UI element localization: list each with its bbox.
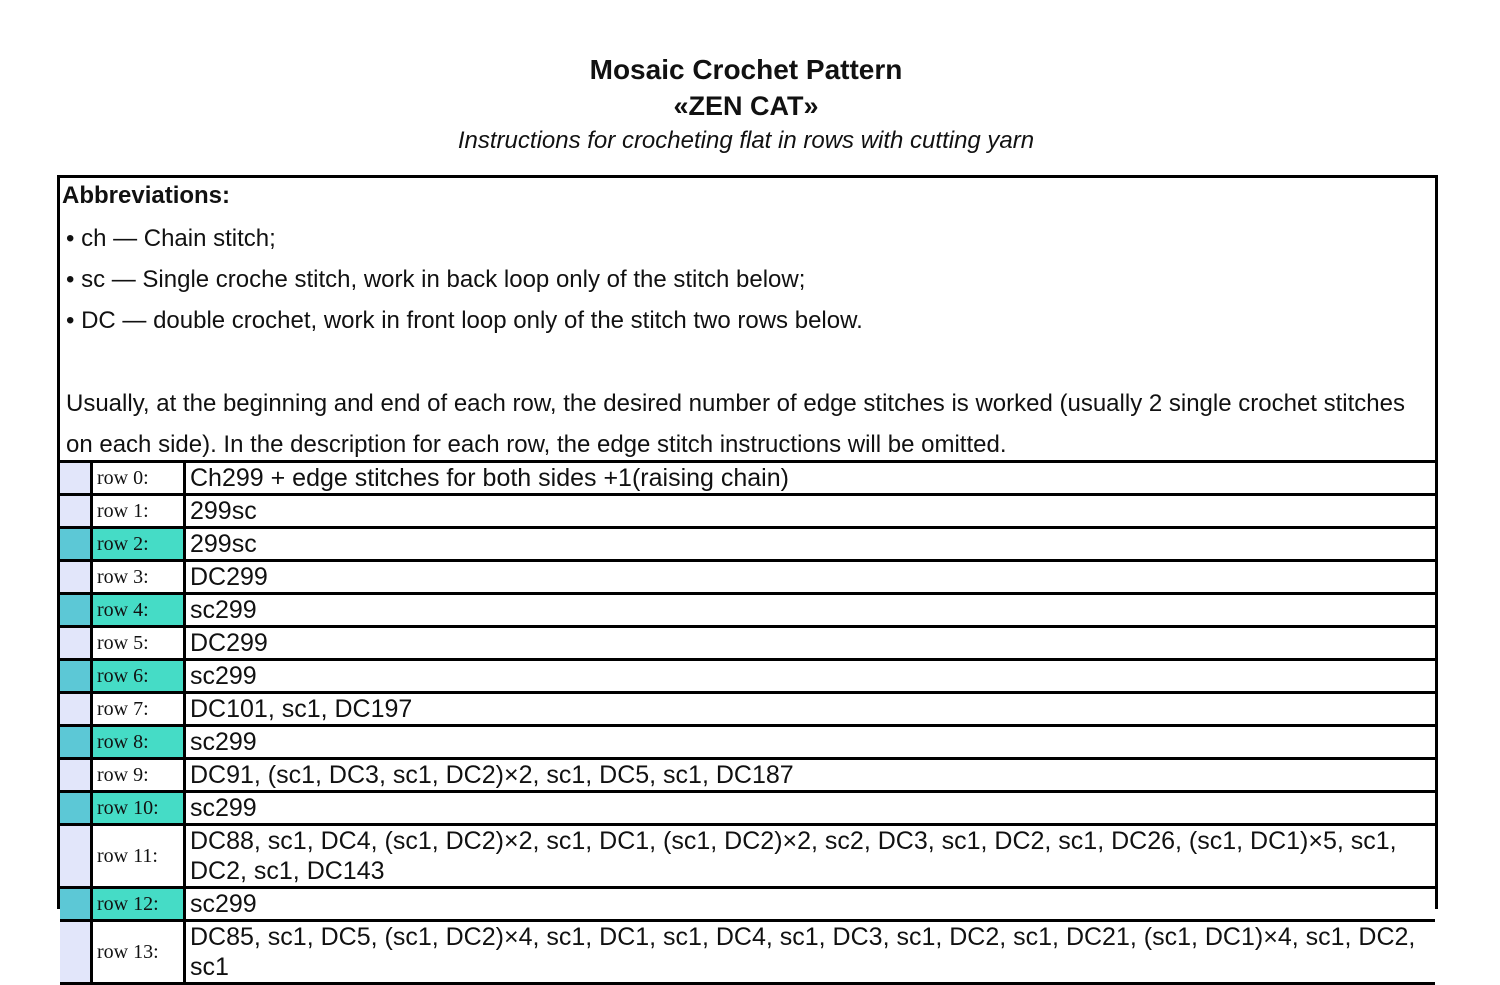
row-label: row 13: bbox=[92, 921, 185, 984]
abbreviations-heading: Abbreviations: bbox=[62, 182, 231, 209]
row-label: row 4: bbox=[92, 594, 185, 627]
row-instruction: sc299 bbox=[185, 726, 1436, 759]
row-color-swatch-fill bbox=[60, 464, 90, 492]
row-label: row 10: bbox=[92, 792, 185, 825]
row-color-swatch bbox=[60, 792, 92, 825]
row-label: row 5: bbox=[92, 627, 185, 660]
edge-stitch-note: Usually, at the beginning and end of each row, the desired number of edge stitches is worked (usually 2 single crochet stitches on each side). In the description for each row, the edge stitch instructions will be omitted. bbox=[66, 390, 1405, 458]
pattern-name: «ZEN CAT» bbox=[673, 91, 819, 121]
document-subtitle: Instructions for crocheting flat in rows with cutting yarn bbox=[457, 127, 1035, 154]
pattern-row bbox=[60, 792, 1435, 825]
abbreviations-section bbox=[60, 178, 1435, 463]
pattern-row bbox=[60, 759, 1435, 792]
row-label: row 6: bbox=[92, 660, 185, 693]
pattern-row bbox=[60, 594, 1435, 627]
row-label: row 0: bbox=[92, 463, 185, 495]
abbreviation-sc: • sc — Single croche stitch, work in back loop only of the stitch below; bbox=[66, 266, 806, 293]
row-color-swatch-fill bbox=[60, 629, 90, 657]
row-color-swatch bbox=[60, 495, 92, 528]
row-instruction: sc299 bbox=[185, 888, 1436, 921]
row-instruction: Ch299 + edge stitches for both sides +1(raising chain) bbox=[185, 463, 1436, 495]
row-color-swatch-fill bbox=[60, 596, 90, 624]
row-color-swatch-fill bbox=[60, 890, 90, 918]
row-instruction: DC101, sc1, DC197 bbox=[185, 693, 1436, 726]
pattern-row bbox=[60, 825, 1435, 888]
pattern-sheet bbox=[57, 175, 1438, 981]
row-instruction: DC85, sc1, DC5, (sc1, DC2)×4, sc1, DC1, sc1, DC4, sc1, DC3, sc1, DC2, sc1, DC21, (sc1, DC1)×4, sc1, DC2, sc1 bbox=[185, 921, 1436, 984]
row-color-swatch-fill bbox=[60, 497, 90, 525]
pattern-row bbox=[60, 463, 1435, 495]
row-color-swatch bbox=[60, 528, 92, 561]
row-label: row 12: bbox=[92, 888, 185, 921]
row-label: row 11: bbox=[92, 825, 185, 888]
row-color-swatch bbox=[60, 888, 92, 921]
row-instructions-table bbox=[60, 463, 1435, 985]
row-label: row 1: bbox=[92, 495, 185, 528]
row-color-swatch bbox=[60, 921, 92, 984]
row-instruction: 299sc bbox=[185, 495, 1436, 528]
row-color-swatch bbox=[60, 660, 92, 693]
row-color-swatch bbox=[60, 693, 92, 726]
row-color-swatch-fill bbox=[60, 842, 90, 870]
pattern-row bbox=[60, 726, 1435, 759]
row-instructions-body bbox=[60, 463, 1435, 984]
pattern-row bbox=[60, 627, 1435, 660]
row-instruction: DC91, (sc1, DC3, sc1, DC2)×2, sc1, DC5, sc1, DC187 bbox=[185, 759, 1436, 792]
pattern-row bbox=[60, 561, 1435, 594]
pattern-row bbox=[60, 921, 1435, 984]
row-color-swatch-fill bbox=[60, 938, 90, 966]
row-label: row 3: bbox=[92, 561, 185, 594]
row-color-swatch-fill bbox=[60, 794, 90, 822]
row-color-swatch bbox=[60, 561, 92, 594]
row-color-swatch bbox=[60, 627, 92, 660]
row-label: row 8: bbox=[92, 726, 185, 759]
row-instruction: sc299 bbox=[185, 594, 1436, 627]
row-color-swatch-fill bbox=[60, 728, 90, 756]
row-color-swatch-fill bbox=[60, 695, 90, 723]
row-color-swatch bbox=[60, 759, 92, 792]
row-color-swatch-fill bbox=[60, 563, 90, 591]
document-title: Mosaic Crochet Pattern bbox=[589, 54, 903, 85]
row-instruction: sc299 bbox=[185, 792, 1436, 825]
row-color-swatch-fill bbox=[60, 530, 90, 558]
abbreviation-ch: • ch — Chain stitch; bbox=[66, 225, 276, 252]
row-color-swatch-fill bbox=[60, 761, 90, 789]
row-color-swatch bbox=[60, 594, 92, 627]
row-label: row 9: bbox=[92, 759, 185, 792]
row-label: row 2: bbox=[92, 528, 185, 561]
document-header bbox=[0, 52, 1492, 158]
row-instruction: 299sc bbox=[185, 528, 1436, 561]
row-instruction: DC299 bbox=[185, 627, 1436, 660]
abbreviation-dc: • DC — double crochet, work in front loop only of the stitch two rows below. bbox=[66, 307, 863, 334]
pattern-row bbox=[60, 660, 1435, 693]
row-instruction: DC88, sc1, DC4, (sc1, DC2)×2, sc1, DC1, (sc1, DC2)×2, sc2, DC3, sc1, DC2, sc1, DC26, (sc1, DC1)×5, sc1, DC2, sc1, DC143 bbox=[185, 825, 1436, 888]
row-color-swatch bbox=[60, 463, 92, 495]
row-color-swatch bbox=[60, 825, 92, 888]
row-color-swatch bbox=[60, 726, 92, 759]
row-instruction: DC299 bbox=[185, 561, 1436, 594]
pattern-row bbox=[60, 888, 1435, 921]
row-label: row 7: bbox=[92, 693, 185, 726]
row-color-swatch-fill bbox=[60, 662, 90, 690]
row-instruction: sc299 bbox=[185, 660, 1436, 693]
pattern-row bbox=[60, 495, 1435, 528]
pattern-row bbox=[60, 693, 1435, 726]
pattern-row bbox=[60, 528, 1435, 561]
